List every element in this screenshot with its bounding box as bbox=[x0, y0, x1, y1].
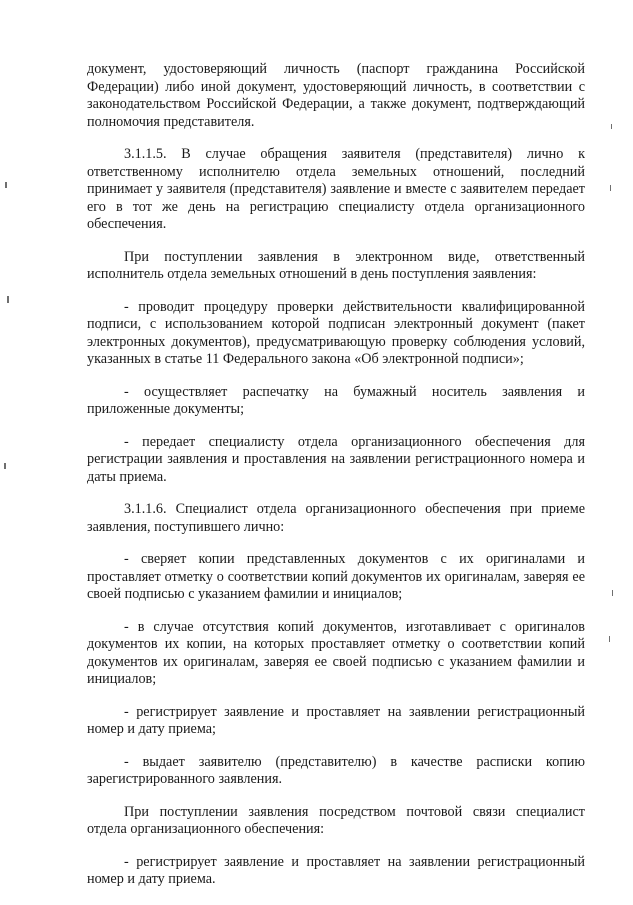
scan-mark-left-2 bbox=[7, 296, 9, 303]
list-item-transfer-for-registration: - передает специалисту отдела организационного обеспечения для регистрации заявления и проставления на заявлении регистрационного номера и даты приема. bbox=[87, 433, 585, 485]
list-item-verify-copies: - сверяет копии представленных документов с их оригиналами и проставляет отметку о соответствии копий документов их оригиналам, заверяя ее своей подписью с указанием фамилии и инициалов; bbox=[87, 551, 585, 602]
scan-mark-right-1 bbox=[611, 124, 612, 129]
scan-mark-left-3 bbox=[4, 463, 6, 469]
list-item-print-out: - осуществляет распечатку на бумажный носитель заявления и приложенные документы; bbox=[87, 383, 585, 417]
paragraph-3-1-1-6: 3.1.1.6. Специалист отдела организационного обеспечения при приеме заявления, поступившего лично: bbox=[87, 501, 585, 535]
document-page bbox=[87, 61, 585, 904]
paragraph-3-1-1-5: 3.1.1.5. В случае обращения заявителя (представителя) лично к ответственному исполнителю отдела земельных отношений, последний принимает у заявителя (представителя) заявление и вместе с заявителем передает его в тот же день на регистрацию специалисту отдела организационного обеспечения. bbox=[87, 146, 585, 232]
scan-mark-left-1 bbox=[5, 182, 7, 188]
paragraph-electronic-receipt: При поступлении заявления в электронном виде, ответственный исполнитель отдела земельных отношений в день поступления заявления: bbox=[87, 248, 585, 282]
scan-mark-right-4 bbox=[609, 636, 610, 642]
list-item-make-copies: - в случае отсутствия копий документов, изготавливает с оригиналов документов их копии, на которых проставляет отметку о соответствии копий документов их оригиналам, заверяя ее своей подписью с указанием фамилии и инициалов; bbox=[87, 618, 585, 687]
list-item-register-postal: - регистрирует заявление и проставляет на заявлении регистрационный номер и дату приема. bbox=[87, 853, 585, 887]
paragraph-postal-receipt: При поступлении заявления посредством почтовой связи специалист отдела организационного обеспечения: bbox=[87, 803, 585, 837]
scan-mark-right-3 bbox=[612, 590, 613, 596]
list-item-issue-receipt: - выдает заявителю (представителю) в качестве расписки копию зарегистрированного заявления. bbox=[87, 753, 585, 787]
scan-mark-right-2 bbox=[610, 185, 611, 191]
list-item-signature-check: - проводит процедуру проверки действительности квалифицированной подписи, с использованием которой подписан электронный документ (пакет электронных документов), предусматривающую проверку соблюдения условий, указанных в статье 11 Федерального закона «Об электронной подписи»; bbox=[87, 298, 585, 367]
paragraph-representative-documents: документ, удостоверяющий личность (паспорт гражданина Российской Федерации) либо иной документ, удостоверяющий личность, в соответствии с законодательством Российской Федерации, а также документ, подтверждающий полномочия представителя. bbox=[87, 61, 585, 130]
list-item-register-application: - регистрирует заявление и проставляет на заявлении регистрационный номер и дату приема; bbox=[87, 703, 585, 737]
